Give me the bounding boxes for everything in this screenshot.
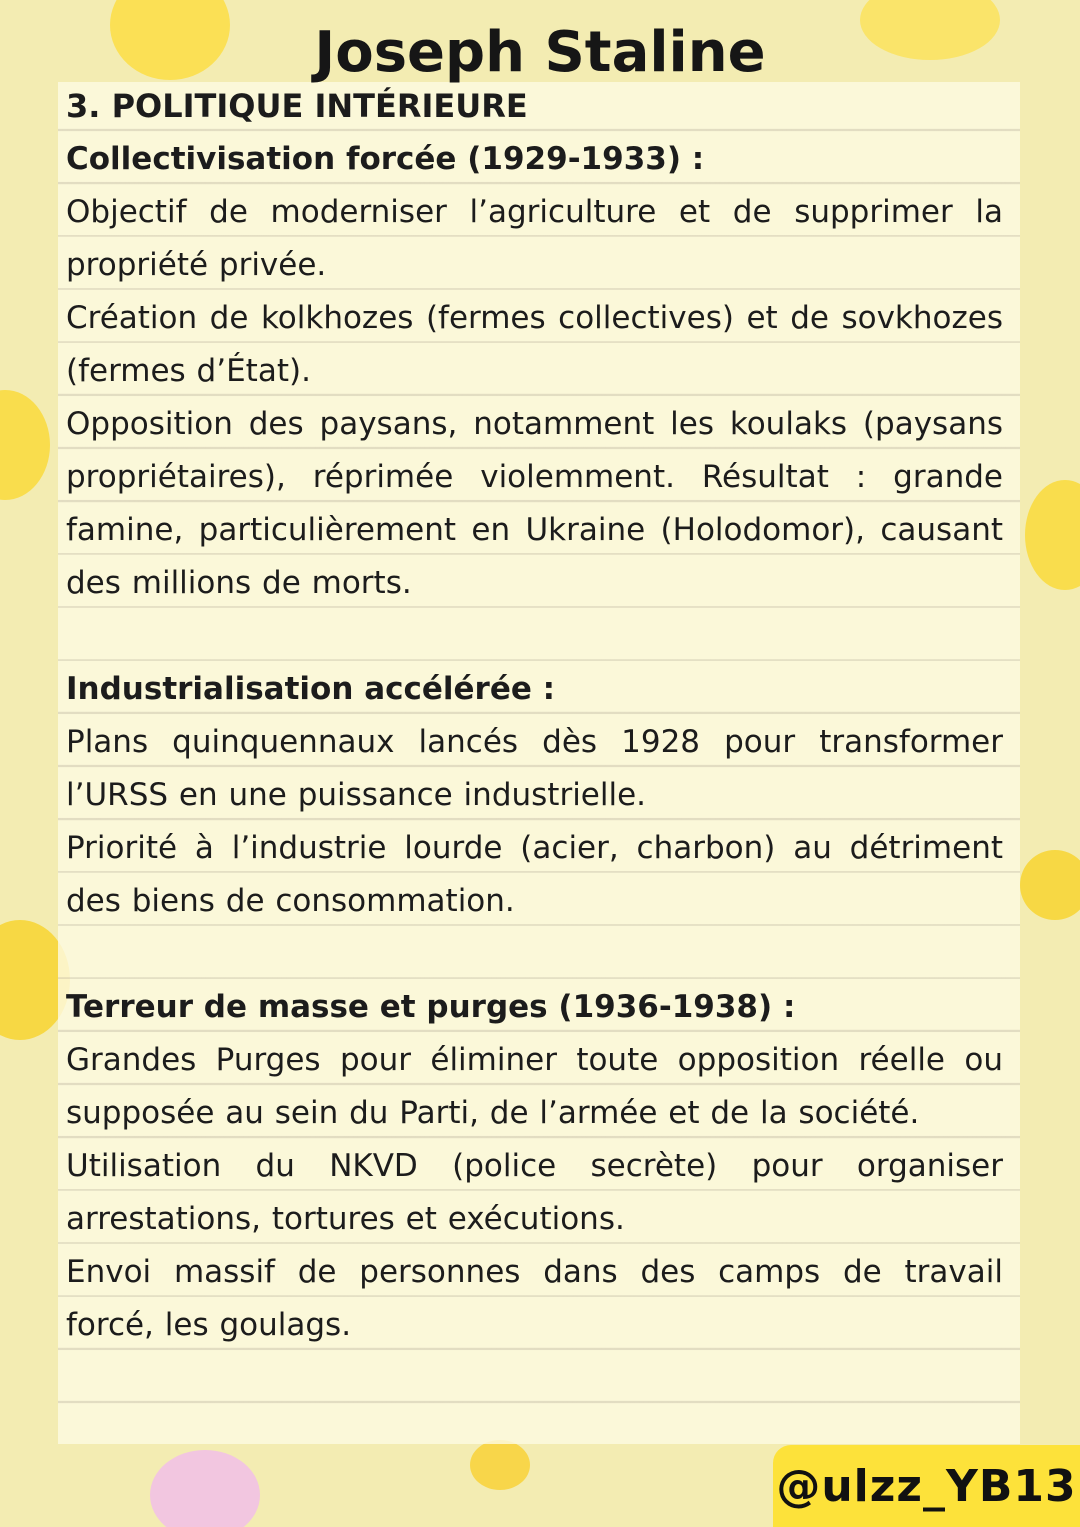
industrialisation-heading: Industrialisation accélérée : xyxy=(66,671,556,707)
emoji-decoration xyxy=(150,1450,260,1527)
spacer xyxy=(66,610,1003,663)
collectivisation-heading: Collectivisation forcée (1929-1933) : xyxy=(66,141,705,177)
author-badge xyxy=(773,1445,1080,1527)
paragraph: Opposition des paysans, notamment les koulaks (paysans propriétaires), réprimée violemment. Résultat : grande famine, particulièrement en Ukraine (Holodomor), causant des millions de morts. xyxy=(66,406,1003,601)
emoji-decoration xyxy=(1025,480,1080,590)
paragraph: Plans quinquennaux lancés dès 1928 pour transformer l’URSS en une puissance industrielle. xyxy=(66,724,1003,813)
paragraph: Priorité à l’industrie lourde (acier, charbon) au détriment des biens de consommation. xyxy=(66,830,1003,919)
terreur-heading: Terreur de masse et purges (1936-1938) : xyxy=(66,989,796,1025)
paragraph: Utilisation du NKVD (police secrète) pour organiser arrestations, tortures et exécutions. xyxy=(66,1148,1003,1237)
document-content xyxy=(66,80,1003,1352)
emoji-decoration xyxy=(1020,850,1080,920)
section-title: 3. POLITIQUE INTÉRIEURE xyxy=(66,87,528,125)
emoji-decoration xyxy=(470,1440,530,1490)
paragraph: Objectif de moderniser l’agriculture et de supprimer la propriété privée. xyxy=(66,194,1003,283)
paragraph: Création de kolkhozes (fermes collectives) et de sovkhozes (fermes d’État). xyxy=(66,300,1003,389)
emoji-decoration xyxy=(0,390,50,500)
paragraph: Grandes Purges pour éliminer toute opposition réelle ou supposée au sein du Parti, de l’armée et de la société. xyxy=(66,1042,1003,1131)
author-handle: @ulzz_YB13 xyxy=(776,1460,1077,1512)
paragraph: Envoi massif de personnes dans des camps de travail forcé, les goulags. xyxy=(66,1254,1003,1343)
spacer xyxy=(66,928,1003,981)
page-title: Joseph Staline xyxy=(314,20,766,85)
